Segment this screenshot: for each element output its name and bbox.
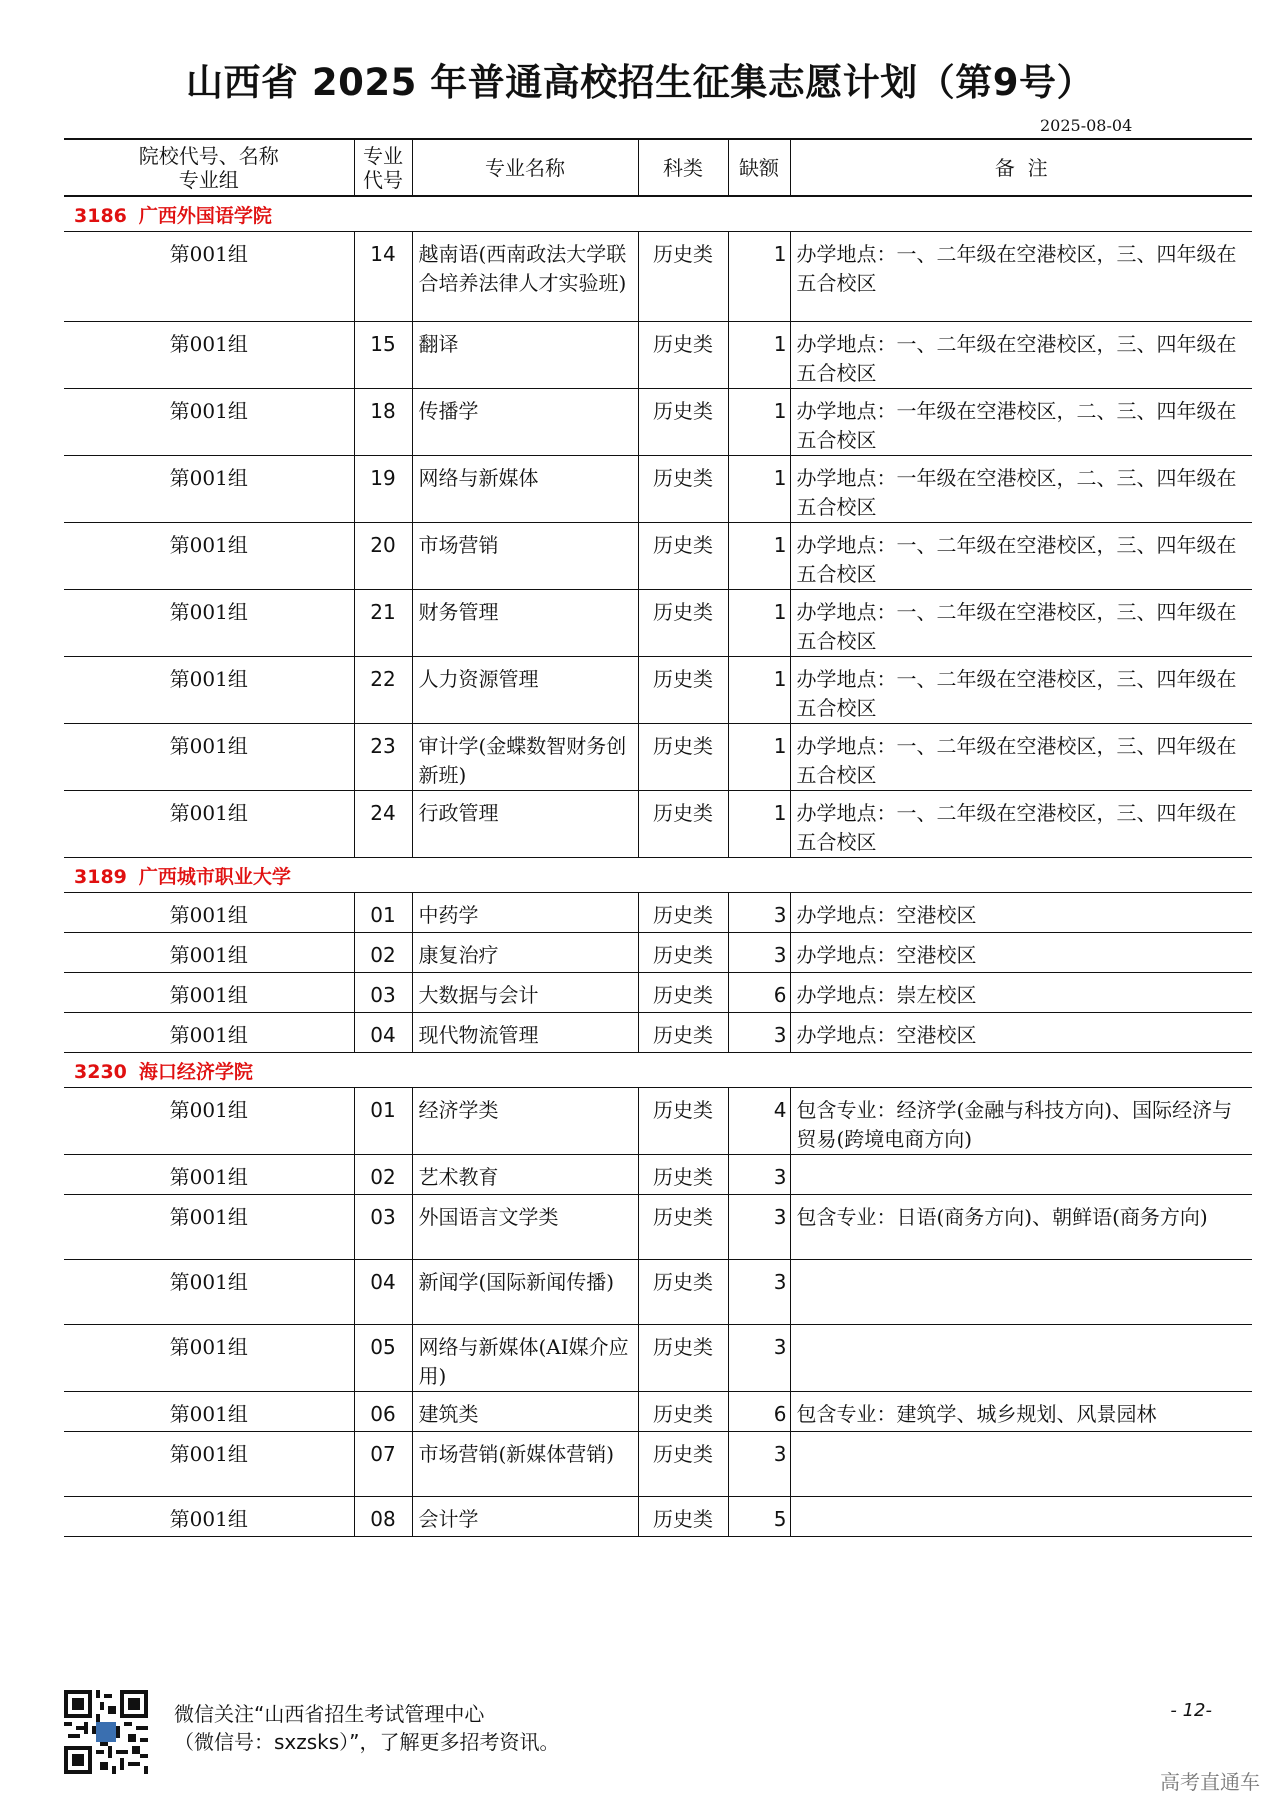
major-code-cell: 04: [354, 1260, 412, 1325]
quota-cell: 3: [728, 933, 790, 973]
major-name-cell: 经济学类: [412, 1088, 638, 1155]
major-name-cell: 会计学: [412, 1497, 638, 1537]
major-code-cell: 07: [354, 1432, 412, 1497]
table-row: [64, 724, 1252, 791]
group-cell: 第001组: [64, 1497, 354, 1537]
group-cell: 第001组: [64, 724, 354, 791]
quota-cell: 1: [728, 791, 790, 858]
major-name-cell: 中药学: [412, 893, 638, 933]
group-cell: 第001组: [64, 791, 354, 858]
quota-cell: 3: [728, 1432, 790, 1497]
publish-date: 2025-08-04: [1040, 116, 1133, 135]
header-note: 备 注: [790, 139, 1252, 196]
table-row: [64, 1497, 1252, 1537]
header-quota: 缺额: [728, 139, 790, 196]
category-cell: 历史类: [638, 657, 728, 724]
major-code-cell: 21: [354, 590, 412, 657]
footer: [64, 1690, 1252, 1780]
category-cell: 历史类: [638, 791, 728, 858]
quota-cell: 1: [728, 232, 790, 322]
table-header-row: [64, 139, 1252, 196]
category-cell: 历史类: [638, 456, 728, 523]
header-school: 院校代号、名称 专业组: [64, 139, 354, 196]
major-code-cell: 04: [354, 1013, 412, 1053]
footer-line-1: 微信关注“山西省招生考试管理中心: [174, 1702, 485, 1726]
category-cell: 历史类: [638, 1088, 728, 1155]
category-cell: 历史类: [638, 1325, 728, 1392]
school-name: 海口经济学院: [138, 1060, 253, 1083]
group-cell: 第001组: [64, 657, 354, 724]
category-cell: 历史类: [638, 724, 728, 791]
major-name-cell: 传播学: [412, 389, 638, 456]
table-row: [64, 1088, 1252, 1155]
major-code-cell: 02: [354, 1155, 412, 1195]
category-cell: 历史类: [638, 1392, 728, 1432]
quota-cell: 5: [728, 1497, 790, 1537]
quota-cell: 6: [728, 1392, 790, 1432]
group-cell: 第001组: [64, 1195, 354, 1260]
group-cell: 第001组: [64, 1432, 354, 1497]
major-name-cell: 网络与新媒体(AI媒介应用): [412, 1325, 638, 1392]
major-name-cell: 翻译: [412, 322, 638, 389]
note-cell: [790, 1432, 1252, 1497]
table-row: [64, 933, 1252, 973]
major-code-cell: 14: [354, 232, 412, 322]
major-name-cell: 艺术教育: [412, 1155, 638, 1195]
quota-cell: 3: [728, 893, 790, 933]
major-name-cell: 外国语言文学类: [412, 1195, 638, 1260]
school-header-row: [64, 858, 1252, 893]
category-cell: 历史类: [638, 232, 728, 322]
major-code-cell: 03: [354, 1195, 412, 1260]
major-code-cell: 08: [354, 1497, 412, 1537]
major-name-cell: 康复治疗: [412, 933, 638, 973]
major-code-cell: 03: [354, 973, 412, 1013]
table-row: [64, 1155, 1252, 1195]
quota-cell: 3: [728, 1260, 790, 1325]
note-cell: 办学地点：空港校区: [790, 1013, 1252, 1053]
group-cell: 第001组: [64, 590, 354, 657]
table-row: [64, 1432, 1252, 1497]
quota-cell: 1: [728, 724, 790, 791]
quota-cell: 3: [728, 1155, 790, 1195]
note-cell: 包含专业：建筑学、城乡规划、风景园林: [790, 1392, 1252, 1432]
major-name-cell: 市场营销: [412, 523, 638, 590]
table-row: [64, 456, 1252, 523]
quota-cell: 1: [728, 322, 790, 389]
header-major-code: 专业 代号: [354, 139, 412, 196]
category-cell: 历史类: [638, 1195, 728, 1260]
quota-cell: 1: [728, 590, 790, 657]
table-row: [64, 893, 1252, 933]
table-row: [64, 1195, 1252, 1260]
category-cell: 历史类: [638, 322, 728, 389]
school-code: 3189: [74, 865, 127, 888]
page-number: - 12-: [1170, 1700, 1212, 1721]
table-row: [64, 523, 1252, 590]
major-code-cell: 22: [354, 657, 412, 724]
major-name-cell: 新闻学(国际新闻传播): [412, 1260, 638, 1325]
note-cell: 办学地点：一、二年级在空港校区，三、四年级在五合校区: [790, 232, 1252, 322]
major-code-cell: 01: [354, 1088, 412, 1155]
category-cell: 历史类: [638, 523, 728, 590]
major-code-cell: 19: [354, 456, 412, 523]
category-cell: 历史类: [638, 1497, 728, 1537]
major-code-cell: 01: [354, 893, 412, 933]
category-cell: 历史类: [638, 389, 728, 456]
table-row: [64, 791, 1252, 858]
note-cell: 办学地点：一、二年级在空港校区，三、四年级在五合校区: [790, 322, 1252, 389]
qr-code-icon: [64, 1690, 148, 1774]
category-cell: 历史类: [638, 933, 728, 973]
quota-cell: 1: [728, 523, 790, 590]
table-row: [64, 973, 1252, 1013]
group-cell: 第001组: [64, 389, 354, 456]
table-row: [64, 389, 1252, 456]
major-code-cell: 15: [354, 322, 412, 389]
quota-cell: 1: [728, 657, 790, 724]
table-row: [64, 322, 1252, 389]
school-title: [64, 858, 1252, 893]
group-cell: 第001组: [64, 1088, 354, 1155]
school-code: 3186: [74, 204, 127, 227]
category-cell: 历史类: [638, 1260, 728, 1325]
note-cell: 办学地点：一、二年级在空港校区，三、四年级在五合校区: [790, 523, 1252, 590]
note-cell: 办学地点：一、二年级在空港校区，三、四年级在五合校区: [790, 590, 1252, 657]
major-name-cell: 审计学(金蝶数智财务创新班): [412, 724, 638, 791]
major-name-cell: 市场营销(新媒体营销): [412, 1432, 638, 1497]
category-cell: 历史类: [638, 1432, 728, 1497]
major-code-cell: 24: [354, 791, 412, 858]
quota-cell: 3: [728, 1325, 790, 1392]
major-code-cell: 06: [354, 1392, 412, 1432]
major-name-cell: 网络与新媒体: [412, 456, 638, 523]
school-name: 广西外国语学院: [138, 204, 272, 227]
school-code: 3230: [74, 1060, 127, 1083]
note-cell: 办学地点：一、二年级在空港校区，三、四年级在五合校区: [790, 657, 1252, 724]
quota-cell: 4: [728, 1088, 790, 1155]
table-body: [64, 196, 1252, 1537]
group-cell: 第001组: [64, 456, 354, 523]
watermark: 高考直通车: [1160, 1770, 1260, 1794]
major-name-cell: 财务管理: [412, 590, 638, 657]
table-row: [64, 1392, 1252, 1432]
header-major-name: 专业名称: [412, 139, 638, 196]
group-cell: 第001组: [64, 232, 354, 322]
group-cell: 第001组: [64, 1155, 354, 1195]
group-cell: 第001组: [64, 973, 354, 1013]
table-row: [64, 590, 1252, 657]
note-cell: 包含专业：经济学(金融与科技方向)、国际经济与贸易(跨境电商方向): [790, 1088, 1252, 1155]
note-cell: 办学地点：一、二年级在空港校区，三、四年级在五合校区: [790, 791, 1252, 858]
plan-table: [64, 138, 1252, 1537]
quota-cell: 6: [728, 973, 790, 1013]
category-cell: 历史类: [638, 893, 728, 933]
group-cell: 第001组: [64, 322, 354, 389]
major-name-cell: 现代物流管理: [412, 1013, 638, 1053]
header-category: 科类: [638, 139, 728, 196]
group-cell: 第001组: [64, 1260, 354, 1325]
note-cell: 办学地点：空港校区: [790, 893, 1252, 933]
quota-cell: 1: [728, 456, 790, 523]
note-cell: [790, 1155, 1252, 1195]
plan-table-container: [64, 138, 1252, 1537]
group-cell: 第001组: [64, 523, 354, 590]
table-row: [64, 1325, 1252, 1392]
school-header-row: [64, 1053, 1252, 1088]
footer-text: [174, 1700, 560, 1756]
note-cell: [790, 1497, 1252, 1537]
group-cell: 第001组: [64, 1325, 354, 1392]
note-cell: 办学地点：一年级在空港校区，二、三、四年级在五合校区: [790, 456, 1252, 523]
major-name-cell: 建筑类: [412, 1392, 638, 1432]
major-code-cell: 18: [354, 389, 412, 456]
table-row: [64, 1013, 1252, 1053]
table-row: [64, 232, 1252, 322]
quota-cell: 3: [728, 1013, 790, 1053]
major-code-cell: 20: [354, 523, 412, 590]
note-cell: 办学地点：一年级在空港校区，二、三、四年级在五合校区: [790, 389, 1252, 456]
footer-line-2: （微信号：sxzsks）”，了解更多招考资讯。: [174, 1730, 560, 1754]
group-cell: 第001组: [64, 1392, 354, 1432]
quota-cell: 3: [728, 1195, 790, 1260]
group-cell: 第001组: [64, 933, 354, 973]
school-name: 广西城市职业大学: [138, 865, 291, 888]
quota-cell: 1: [728, 389, 790, 456]
note-cell: 办学地点：一、二年级在空港校区，三、四年级在五合校区: [790, 724, 1252, 791]
group-cell: 第001组: [64, 893, 354, 933]
group-cell: 第001组: [64, 1013, 354, 1053]
table-row: [64, 1260, 1252, 1325]
note-cell: [790, 1260, 1252, 1325]
school-title: [64, 1053, 1252, 1088]
category-cell: 历史类: [638, 973, 728, 1013]
category-cell: 历史类: [638, 1155, 728, 1195]
note-cell: 包含专业：日语(商务方向)、朝鲜语(商务方向): [790, 1195, 1252, 1260]
note-cell: 办学地点：空港校区: [790, 933, 1252, 973]
school-title: [64, 196, 1252, 232]
school-header-row: [64, 196, 1252, 232]
major-code-cell: 05: [354, 1325, 412, 1392]
category-cell: 历史类: [638, 590, 728, 657]
major-name-cell: 大数据与会计: [412, 973, 638, 1013]
major-name-cell: 人力资源管理: [412, 657, 638, 724]
major-code-cell: 23: [354, 724, 412, 791]
major-name-cell: 越南语(西南政法大学联合培养法律人才实验班): [412, 232, 638, 322]
major-name-cell: 行政管理: [412, 791, 638, 858]
note-cell: [790, 1325, 1252, 1392]
major-code-cell: 02: [354, 933, 412, 973]
page-title: 山西省 2025 年普通高校招生征集志愿计划（第9号）: [186, 61, 1094, 104]
category-cell: 历史类: [638, 1013, 728, 1053]
table-row: [64, 657, 1252, 724]
note-cell: 办学地点：崇左校区: [790, 973, 1252, 1013]
